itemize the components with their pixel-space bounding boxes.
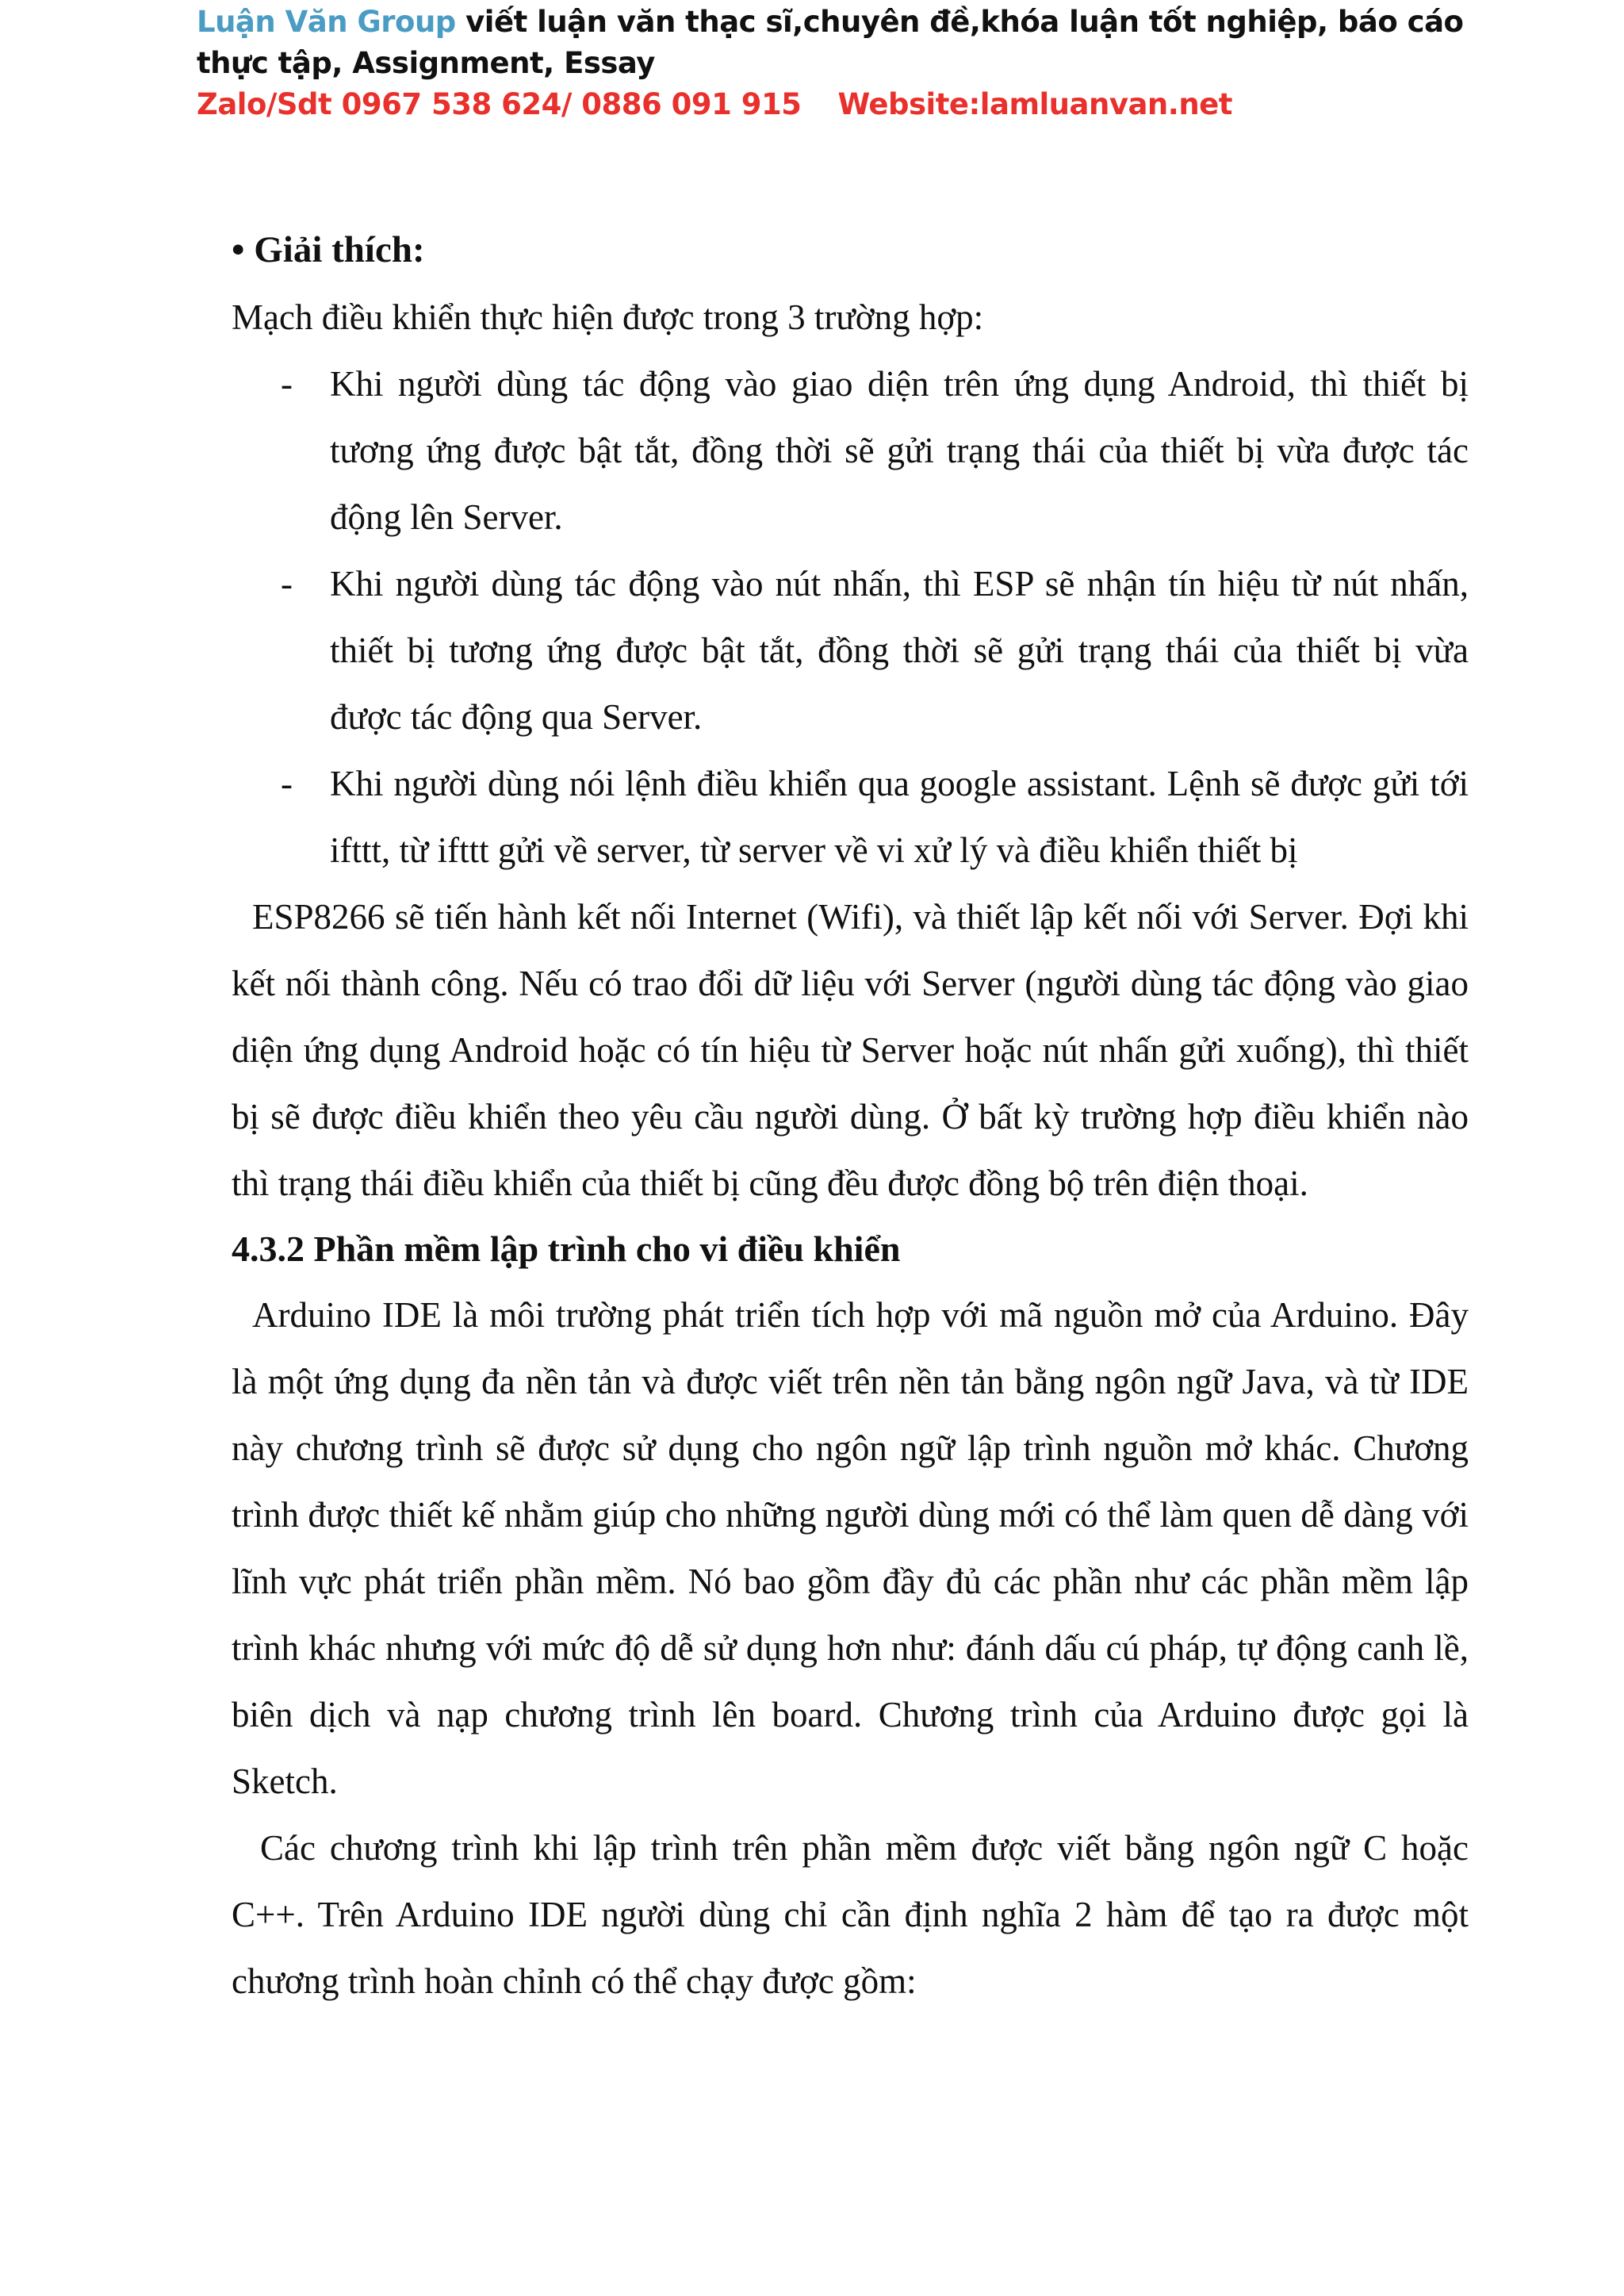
case-text: Khi người dùng nói lệnh điều khiển qua google assistant. Lệnh sẽ được gửi tới ifttt, từ ifttt gửi về server, từ server về vi xử lý và điều khiển thiết bị [330,764,1469,870]
intro-paragraph: Mạch điều khiển thực hiện được trong 3 trường hợp: [232,297,984,337]
header-description: viết luận văn thạc sĩ,chuyên đề,khóa luận tốt nghiệp, báo cáo thực tập, Assignment, Essay [197,5,1464,80]
case-item-3 [232,750,1469,884]
header-website: Website:lamluanvan.net [837,87,1232,121]
dash-marker: - [281,564,293,604]
c-paragraph: Các chương trình khi lập trình trên phần mềm được viết bằng ngôn ngữ C hoặc C++. Trên Arduino IDE người dùng chỉ cần định nghĩa 2 hàm để tạo ra được một chương trình hoàn chỉnh có thể chạy được gồm: [232,1828,1469,2001]
page-header [197,2,1545,125]
header-contact: Zalo/Sdt 0967 538 624/ 0886 091 915 [197,87,802,121]
section-title: 4.3.2 Phần mềm lập trình cho vi điều khiển [232,1228,901,1269]
heading-explain: • Giải thích: [232,229,425,270]
esp-paragraph: ESP8266 sẽ tiến hành kết nối Internet (Wifi), và thiết lập kết nối với Server. Đợi khi kết nối thành công. Nếu có trao đổi dữ liệu với Server (người dùng tác động vào giao diện ứng dụng Android hoặc có tín hiệu từ Server hoặc nút nhấn gửi xuống), thì thiết bị sẽ được điều khiển theo yêu cầu người dùng. Ở bất kỳ trường hợp điều khiển nào thì trạng thái điều khiển của thiết bị cũng đều được đồng bộ trên điện thoại. [232,897,1469,1203]
dash-marker: - [281,764,293,803]
case-item-2 [232,550,1469,750]
arduino-paragraph: Arduino IDE là môi trường phát triển tích hợp với mã nguồn mở của Arduino. Đây là một ứng dụng đa nền tản và được viết trên nền tản bằng ngôn ngữ Java, và từ IDE này chương trình sẽ được sử dụng cho ngôn ngữ lập trình nguồn mở khác. Chương trình được thiết kế nhằm giúp cho những người dùng mới có thể làm quen dễ dàng với lĩnh vực phát triển phần mềm. Nó bao gồm đầy đủ các phần như các phần mềm lập trình khác nhưng với mức độ dễ sử dụng hơn như: đánh dấu cú pháp, tự động canh lề, biên dịch và nạp chương trình lên board. Chương trình của Arduino được gọi là Sketch. [232,1295,1469,1801]
header-brand: Luận Văn Group [197,5,456,39]
case-text: Khi người dùng tác động vào giao diện trên ứng dụng Android, thì thiết bị tương ứng được bật tắt, đồng thời sẽ gửi trạng thái của thiết bị vừa được tác động lên Server. [330,364,1469,537]
document-body [232,222,1469,2014]
case-text: Khi người dùng tác động vào nút nhấn, thì ESP sẽ nhận tín hiệu từ nút nhấn, thiết bị tương ứng được bật tắt, đồng thời sẽ gửi trạng thái của thiết bị vừa được tác động qua Server. [330,564,1469,737]
case-item-1 [232,351,1469,550]
dash-marker: - [281,364,293,404]
